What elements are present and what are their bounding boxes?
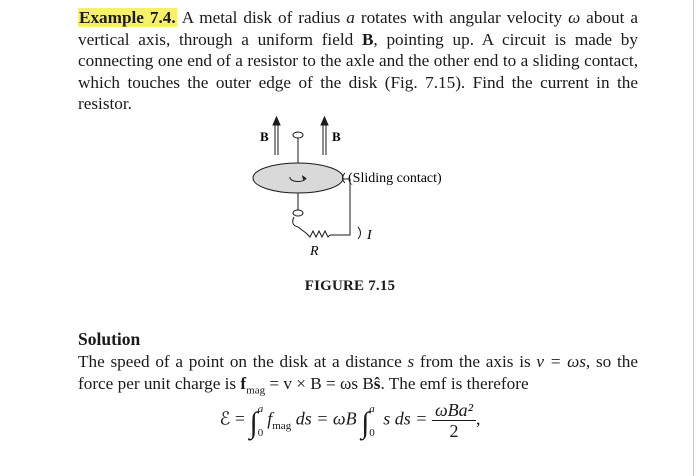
emf-equation [0, 400, 700, 441]
example-text: A metal disk of radius [181, 8, 347, 27]
s-hat: ŝ [373, 373, 381, 393]
sliding-contact-icon [343, 173, 346, 183]
equation-comma: , [476, 408, 481, 429]
emf-symbol: ℰ = [219, 408, 246, 429]
solution-text: . The emf is therefore [380, 373, 529, 393]
integral-sign: ∫ [361, 406, 370, 440]
lower-contact [293, 210, 303, 216]
velocity-expr: v = ωs [536, 352, 586, 371]
lower-limit: 0 [369, 426, 375, 439]
ds-expr: ds = ωB [291, 408, 357, 429]
fmag-subscript: mag [246, 383, 266, 396]
solution-heading: Solution [78, 329, 141, 349]
example-text: about a vertical axis, through a uniform field [78, 8, 638, 49]
field-label-right: B [332, 129, 341, 144]
upper-limit: a [257, 402, 264, 415]
example-text: , pointing up. A circuit is made by connecting one end of a resistor to the axle and the other end to a sliding contact, which touches the outer edge of the disk (Fig. 7.15). Find the current in the resistor. [78, 29, 638, 113]
resistor-label: R [310, 244, 319, 259]
example-paragraph [78, 7, 638, 115]
resistor-icon [298, 227, 330, 237]
var-s: s [407, 352, 415, 371]
solution-text: from the axis is [414, 352, 537, 371]
var-omega: ω [568, 8, 581, 27]
upper-limit: a [369, 402, 375, 415]
wire-left [293, 217, 298, 227]
figure-caption: FIGURE 7.15 [304, 278, 396, 294]
solution-text: The speed of a point on the disk at a distance [78, 352, 408, 371]
example-label: Example 7.4. [79, 8, 176, 27]
current-arrow-icon [358, 227, 361, 239]
integral-sign: ∫ [249, 406, 258, 440]
var-a: a [346, 8, 355, 27]
var-B: B [361, 29, 374, 49]
field-arrow-left [273, 117, 280, 155]
result-fraction [432, 400, 476, 441]
field-label-left: B [260, 129, 269, 144]
lower-limit: 0 [257, 426, 264, 439]
sds-expr: s ds = [378, 408, 428, 429]
sliding-contact-label: (Sliding contact) [348, 171, 442, 186]
solution-text: , so the force per unit charge is [78, 352, 638, 393]
force-expr: = v × B = ωs B [265, 373, 374, 393]
fraction-denominator: 2 [449, 421, 459, 441]
current-label: I [367, 228, 372, 243]
fmag-symbol: f [240, 373, 247, 393]
field-arrow-right [321, 117, 328, 155]
solution-paragraph [78, 351, 638, 401]
metal-disk [253, 163, 343, 193]
f-symbol: f [267, 408, 273, 429]
example-text: rotates with angular velocity [354, 8, 569, 27]
f-subscript: mag [272, 420, 292, 433]
figure-disk-diagram [230, 115, 490, 265]
fraction-numerator: ωBa² [432, 400, 476, 421]
